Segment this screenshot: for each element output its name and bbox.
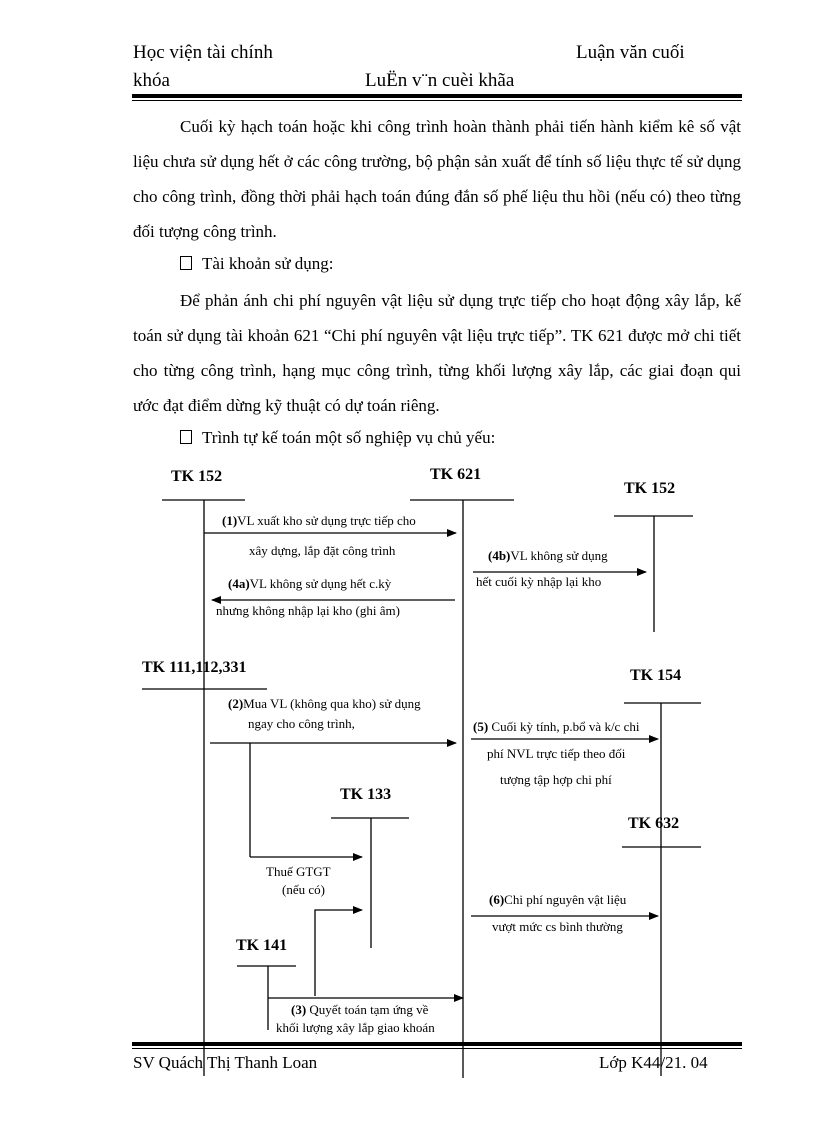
entry-1-label: (1)VL xuất kho sử dụng trực tiếp cho xyxy=(222,513,416,528)
paragraph-1-text: Cuối kỳ hạch toán hoặc khi công trình hoàn thành phải tiến hành kiểm kê số vật liệu chưa sử dụng hết ở các công trường, bộ phận sản xuất để tính số liệu thực tế sử dụng cho công trình, đồng thời phải hạch toán đúng đắn số phế liệu thu hồi (nếu có) theo từng đối tượng công trình. xyxy=(133,117,741,241)
account-tk133: TK 133 xyxy=(340,786,392,803)
account-tk154: TK 154 xyxy=(630,667,682,684)
bullet-1-text: Tài khoản sử dụng: xyxy=(202,254,334,273)
footer-student-name: SV Quách Thị Thanh Loan xyxy=(133,1053,318,1072)
entry-5-label-line2: phí NVL trực tiếp theo đối xyxy=(487,746,626,761)
header-school: Học viện tài chính xyxy=(133,42,273,63)
account-tk632: TK 632 xyxy=(628,815,680,832)
entry-4b-label: (4b)VL không sử dụng xyxy=(488,548,608,563)
account-tk621: TK 621 xyxy=(430,466,482,483)
entry-2-label: (2)Mua VL (không qua kho) sử dụng xyxy=(228,696,421,711)
entry-6-label: (6)Chi phí nguyên vật liệu xyxy=(489,892,627,907)
account-tk141: TK 141 xyxy=(236,937,288,954)
entry-4b-label-line2: hết cuối kỳ nhập lại kho xyxy=(476,574,602,589)
header-thesis-title-garbled: LuËn v¨n cuèi khãa xyxy=(365,70,515,91)
entry-5-label-line3: tượng tập hợp chi phí xyxy=(500,772,612,787)
entry-3-label-line2: khối lượng xây lắp giao khoán xyxy=(276,1020,435,1035)
entry-2-label-line2: ngay cho công trình, xyxy=(248,716,355,731)
footer-rule-thick xyxy=(132,1042,742,1046)
account-tk111-112-331: TK 111,112,331 xyxy=(142,659,247,676)
header-course: khóa xyxy=(133,70,170,91)
entry-1-label-line2: xây dựng, lắp đặt công trình xyxy=(249,543,396,558)
entry-4a-label: (4a)VL không sử dụng hết c.kỳ xyxy=(228,576,392,591)
header-thesis-title: Luận văn cuối xyxy=(576,42,685,63)
vat-label: Thuế GTGT xyxy=(266,864,331,879)
entry-3-label: (3) Quyết toán tạm ứng về xyxy=(291,1002,429,1017)
bullet-2-text: Trình tự kế toán một số nghiệp vụ chủ yếu: xyxy=(202,428,496,447)
entry-5-label: (5) Cuối kỳ tính, p.bổ và k/c chi xyxy=(473,719,640,734)
account-tk152-left: TK 152 xyxy=(171,468,223,485)
account-tk152-right: TK 152 xyxy=(624,480,676,497)
footer-rule-thin xyxy=(132,1048,742,1049)
arrow-141-to-133 xyxy=(315,910,362,996)
entry-4a-label-line2: nhưng không nhập lại kho (ghi âm) xyxy=(216,603,400,618)
entry-6-label-line2: vượt mức cs bình thường xyxy=(492,919,623,934)
vat-label-line2: (nếu có) xyxy=(282,882,325,897)
footer-class: Lớp K44/21. 04 xyxy=(599,1053,708,1072)
paragraph-2-text: Để phản ánh chi phí nguyên vật liệu sử dụng trực tiếp cho hoạt động xây lắp, kế toán sử dụng tài khoản 621 “Chi phí nguyên vật liệu trực tiếp”. TK 621 được mở chi tiết cho từng công trình, hạng mục công trình, từng khối lượng xây lắp, các giai đoạn qui ước đạt điểm dừng kỹ thuật có dự toán riêng. xyxy=(133,291,741,415)
